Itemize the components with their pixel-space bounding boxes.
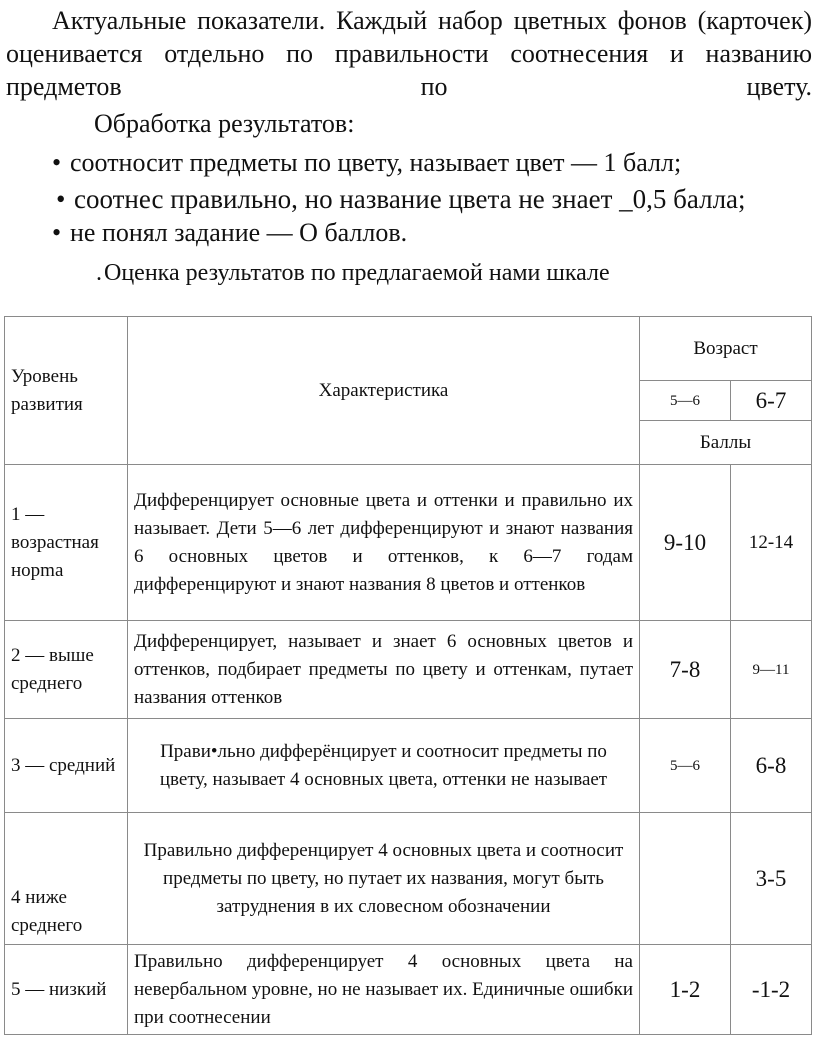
- processing-heading: Обработка результатов:: [94, 109, 355, 138]
- intro-text: [6, 4, 812, 290]
- points-a-cell: 1-2: [640, 945, 731, 1035]
- scoring-item: • соотносит предметы по цвету, называет цвет — 1 балл;: [6, 146, 812, 179]
- header-age-b: 6-7: [731, 381, 812, 421]
- level-cell: 1 — возрастная норma: [5, 465, 128, 621]
- points-b-cell: 3-5: [731, 813, 812, 945]
- table-header-row: [5, 317, 812, 381]
- points-b-cell: 12-14: [731, 465, 812, 621]
- characteristic-cell: Правильно дифференцирует 4 основных цвета на невербальном уровне, но не называет их. Единичные ошибки при соотнесении: [128, 945, 640, 1035]
- header-characteristic: Характеристика: [128, 317, 640, 465]
- characteristic-cell: Дифференцирует основные цвета и оттенки и правильно их называет. Дети 5—6 лет дифференцируют и знают названия 6 основных цветов и оттенков, к 6—7 годам дифференцируют и знают названия 8 цветов и оттенков: [128, 465, 640, 621]
- level-cell: 3 — средний: [5, 719, 128, 813]
- header-age: Возраст: [640, 317, 812, 381]
- table-caption: .Оценка результатов по предлагаемой нами шкале: [96, 260, 610, 286]
- table-row: [5, 813, 812, 945]
- header-points: Баллы: [640, 421, 812, 465]
- points-b-cell: 6-8: [731, 719, 812, 813]
- level-cell: 4 ниже среднего: [5, 813, 128, 945]
- points-b-cell: -1-2: [731, 945, 812, 1035]
- points-a-cell: 5—6: [640, 719, 731, 813]
- table-row: [5, 719, 812, 813]
- characteristic-cell: Дифференцирует, называет и знает 6 основных цветов и оттенков, подбирает предметы по цвету и оттенкам, путает названия оттенков: [128, 621, 640, 719]
- points-b-cell: 9—11: [731, 621, 812, 719]
- characteristic-cell: Прави•льно дифферёнцирует и соотносит предметы по цвету, называет 4 основных цвета, оттенки не называет: [128, 719, 640, 813]
- table-row: [5, 465, 812, 621]
- level-cell: 2 — выше среднего: [5, 621, 128, 719]
- scoring-item: • не понял задание — О баллов.: [6, 216, 812, 249]
- table-row: [5, 945, 812, 1035]
- intro-paragraph: Актуальные показатели. Каждый набор цветных фонов (карточек) оценивается отдельно по правильности соотнесения и названию предметов по цвету.: [6, 6, 812, 101]
- header-age-a: 5—6: [640, 381, 731, 421]
- table-caption-text: Оценка результатов по предлагаемой нами шкале: [104, 260, 610, 286]
- points-a-cell: [640, 813, 731, 945]
- level-cell: 5 — низкий: [5, 945, 128, 1035]
- table-row: [5, 621, 812, 719]
- points-a-cell: 9-10: [640, 465, 731, 621]
- header-level: Уровень развития: [5, 317, 128, 465]
- characteristic-cell: Правильно дифференцирует 4 основных цвета и соотносит предметы по цвету, но путает их названия, могут быть затруднения в их словесном обозначении: [128, 813, 640, 945]
- assessment-table: [4, 316, 812, 1035]
- scoring-item: • соотнес правильно, но название цвета не знает _0,5 балла;: [6, 183, 812, 216]
- scoring-list: [6, 146, 812, 249]
- points-a-cell: 7-8: [640, 621, 731, 719]
